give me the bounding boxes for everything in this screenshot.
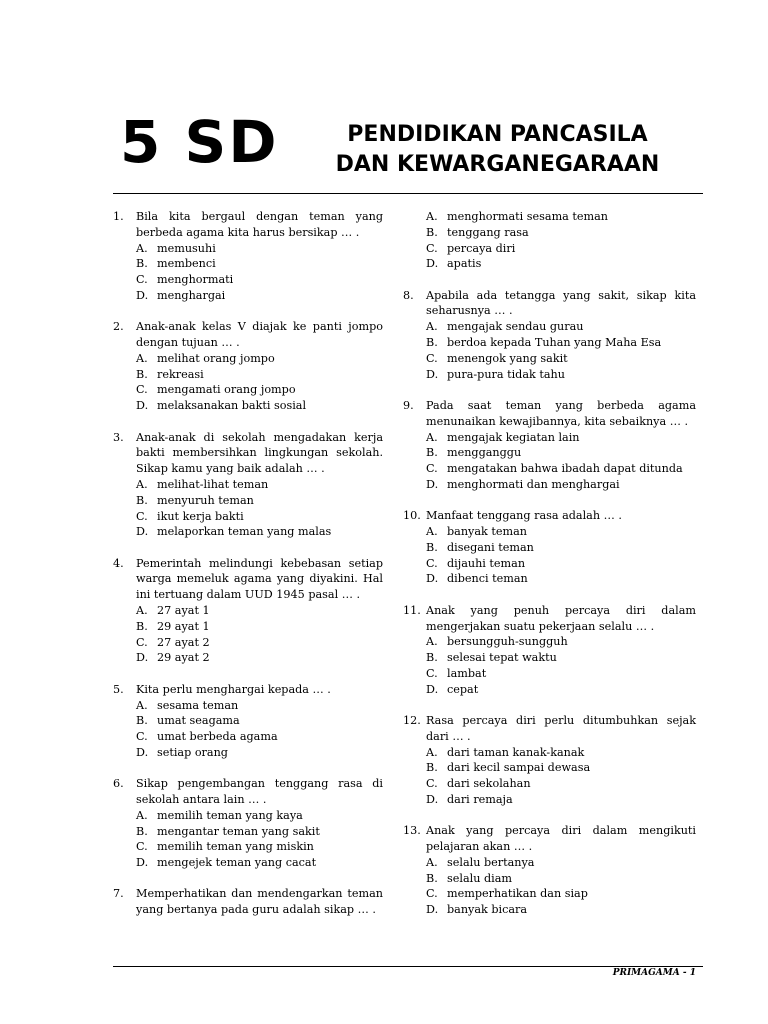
answer-option (113, 367, 383, 383)
question-number: 5. (113, 682, 124, 696)
option-text: memusuhi (157, 241, 216, 255)
option-text: ikut kerja bakti (157, 509, 244, 523)
option-text: sesama teman (157, 698, 239, 712)
question-row (113, 430, 383, 477)
question-row (403, 398, 696, 430)
question-number: 13. (403, 824, 421, 838)
question-number: 11. (403, 603, 421, 617)
answer-option (403, 902, 696, 918)
question-text: Pemerintah melindungi kebebasan setiap warga memeluk agama yang diyakini. Hal ini tertuang dalam UUD 1945 pasal … . (136, 556, 383, 602)
option-text: banyak bicara (447, 903, 528, 917)
question-item (113, 430, 383, 541)
subject-line-2: DAN KEWARGANEGARAAN (335, 152, 660, 177)
question-text: Bila kita bergaul dengan teman yang berbeda agama kita harus bersikap … . (136, 210, 383, 239)
option-text: rekreasi (157, 367, 204, 381)
option-label: B. (426, 540, 438, 554)
question-text: Rasa percaya diri perlu ditumbuhkan sejak dari … . (426, 714, 696, 743)
answer-option (113, 256, 383, 272)
option-text: selesai tepat waktu (447, 651, 557, 665)
option-label: D. (136, 399, 149, 413)
question-row (113, 776, 383, 808)
option-label: D. (136, 288, 149, 302)
question-row (113, 319, 383, 351)
answer-option (403, 760, 696, 776)
header-divider (113, 193, 703, 194)
question-text: Anak-anak kelas V diajak ke panti jompo dengan tujuan … . (136, 320, 383, 350)
option-label: C. (136, 840, 148, 854)
option-text: dari remaja (447, 793, 513, 806)
option-label: A. (136, 698, 148, 712)
answer-option (403, 241, 696, 257)
answer-option (403, 367, 696, 383)
question-number: 4. (113, 556, 124, 570)
question-item (113, 209, 383, 304)
answer-option (113, 729, 383, 745)
answer-option (113, 635, 383, 651)
answer-option (113, 839, 383, 855)
grade-title: 5 SD (120, 108, 279, 176)
option-text: umat seagama (157, 714, 240, 728)
option-label: B. (136, 367, 148, 381)
question-item (403, 823, 696, 918)
option-text: mengajak kegiatan lain (447, 430, 580, 444)
option-text: selalu diam (447, 871, 512, 885)
answer-option (403, 256, 696, 272)
option-text: memperhatikan dan siap (447, 887, 588, 901)
answer-option (113, 272, 383, 288)
option-label: A. (426, 855, 438, 869)
option-label: A. (426, 745, 438, 759)
answer-option (113, 524, 383, 540)
question-row (113, 556, 383, 603)
option-text: pura-pura tidak tahu (447, 367, 565, 381)
option-text: memilih teman yang kaya (157, 808, 303, 822)
answer-option (403, 209, 696, 225)
question-number: 9. (403, 398, 414, 412)
option-label: B. (426, 336, 438, 350)
option-label: B. (426, 761, 438, 775)
answer-option (403, 540, 696, 556)
answer-option (403, 445, 696, 461)
answer-option (113, 824, 383, 840)
answer-option (403, 855, 696, 871)
option-text: setiap orang (157, 745, 228, 759)
footer-divider (113, 966, 703, 967)
option-text: melaksanakan bakti sosial (157, 399, 307, 413)
option-label: A. (426, 525, 438, 539)
answer-option (403, 682, 696, 698)
option-label: A. (426, 635, 438, 649)
question-row (113, 682, 383, 698)
answer-option (403, 871, 696, 887)
question-text: Kita perlu menghargai kepada … . (136, 682, 331, 696)
question-item (403, 288, 696, 383)
answer-option (403, 792, 696, 808)
answer-option (403, 634, 696, 650)
answer-option (113, 650, 383, 666)
option-text: mengajak sendau gurau (447, 320, 584, 334)
answer-option (403, 745, 696, 761)
option-text: banyak teman (447, 525, 527, 539)
option-text: mengatakan bahwa ibadah dapat ditunda (447, 462, 683, 476)
question-row (113, 209, 383, 241)
answer-option (403, 666, 696, 682)
answer-option (403, 524, 696, 540)
question-number: 6. (113, 777, 124, 791)
option-label: C. (426, 351, 438, 365)
question-text: Manfaat tenggang rasa adalah … . (426, 509, 622, 523)
option-text: mengejek teman yang cacat (157, 856, 317, 870)
question-item (113, 682, 383, 761)
subject-title (300, 120, 695, 180)
question-item (403, 398, 696, 493)
question-number: 3. (113, 430, 124, 444)
option-text: apatis (447, 257, 482, 271)
question-text: Anak yang percaya diri dalam mengikuti pelajaran akan … . (426, 824, 696, 854)
option-label: A. (136, 604, 148, 618)
option-text: 29 ayat 2 (157, 651, 210, 665)
option-text: menghormati dan menghargai (447, 477, 620, 491)
option-label: D. (426, 793, 439, 806)
option-text: bersungguh-sungguh (447, 635, 568, 649)
option-label: A. (136, 351, 148, 365)
question-number: 8. (403, 288, 414, 302)
answer-option (113, 241, 383, 257)
question-number: 7. (113, 887, 124, 901)
option-text: 29 ayat 1 (157, 619, 210, 633)
option-label: C. (426, 556, 438, 570)
option-label: C. (136, 635, 148, 649)
option-label: D. (426, 367, 439, 381)
option-label: C. (426, 777, 438, 791)
option-label: C. (426, 241, 438, 255)
option-text: membenci (157, 257, 216, 271)
option-label: D. (426, 682, 439, 696)
option-label: A. (136, 808, 148, 822)
question-number: 2. (113, 320, 124, 334)
question-item (113, 886, 383, 918)
option-text: selalu bertanya (447, 855, 535, 869)
question-item (113, 556, 383, 667)
option-label: A. (136, 477, 148, 491)
option-text: mengantar teman yang sakit (157, 824, 320, 838)
option-label: A. (426, 320, 438, 334)
question-item (403, 603, 696, 698)
option-text: 27 ayat 1 (157, 604, 210, 618)
question-text: Anak-anak di sekolah mengadakan kerja bakti membersihkan lingkungan sekolah. Sikap kamu yang baik adalah … . (136, 430, 383, 476)
answer-option (113, 398, 383, 414)
option-label: D. (136, 525, 149, 539)
option-label: A. (426, 430, 438, 444)
answer-option (113, 713, 383, 729)
question-row (403, 288, 696, 320)
option-label: B. (136, 714, 148, 728)
answer-option (113, 698, 383, 714)
option-label: D. (136, 856, 149, 870)
option-text: cepat (447, 682, 479, 696)
option-label: B. (426, 446, 438, 460)
option-label: D. (426, 572, 439, 586)
question-row (403, 508, 696, 524)
option-label: B. (136, 619, 148, 633)
option-text: melihat orang jompo (157, 351, 275, 365)
option-label: B. (136, 493, 148, 507)
answer-option (113, 477, 383, 493)
option-text: menghargai (157, 288, 226, 302)
question-text: Memperhatikan dan mendengarkan teman yang bertanya pada guru adalah sikap … . (136, 887, 383, 917)
option-text: memilih teman yang miskin (157, 840, 314, 854)
option-text: menghormati sesama teman (447, 210, 609, 223)
option-label: C. (136, 509, 148, 523)
option-label: C. (136, 383, 148, 397)
answer-option (113, 351, 383, 367)
question-text: Pada saat teman yang berbeda agama menunaikan kewajibannya, kita sebaiknya … . (426, 398, 696, 428)
option-label: C. (426, 666, 438, 680)
option-label: D. (136, 651, 149, 665)
option-text: dijauhi teman (447, 556, 526, 570)
answer-option (403, 650, 696, 666)
answer-option (403, 556, 696, 572)
option-label: B. (136, 824, 148, 838)
option-text: dibenci teman (447, 572, 528, 586)
option-label: B. (136, 257, 148, 271)
option-text: dari sekolahan (447, 777, 531, 791)
question-number: 10. (403, 509, 421, 523)
subject-line-1: PENDIDIKAN PANCASILA (347, 122, 648, 147)
answer-option (113, 808, 383, 824)
option-text: mengganggu (447, 446, 522, 460)
question-text: Apabila ada tetangga yang sakit, sikap kita seharusnya … . (426, 288, 696, 318)
option-text: menyuruh teman (157, 493, 254, 507)
question-item (113, 776, 383, 871)
option-text: mengamati orang jompo (157, 383, 296, 397)
option-label: D. (426, 257, 439, 271)
answer-option (403, 319, 696, 335)
option-text: umat berbeda agama (157, 730, 278, 744)
answer-option (113, 603, 383, 619)
footer-label: PRIMAGAMA - 1 (612, 968, 696, 978)
option-text: 27 ayat 2 (157, 635, 210, 649)
option-text: lambat (447, 666, 487, 680)
answer-option (113, 745, 383, 761)
answer-option (403, 351, 696, 367)
question-item (403, 508, 696, 587)
option-text: melaporkan teman yang malas (157, 525, 332, 539)
answer-option (403, 571, 696, 587)
answer-option (403, 430, 696, 446)
question-item (403, 713, 696, 808)
option-label: A. (426, 210, 438, 223)
answer-option (113, 619, 383, 635)
question-item (113, 319, 383, 414)
question-text: Sikap pengembangan tenggang rasa di sekolah antara lain … . (136, 777, 383, 806)
option-label: D. (136, 745, 149, 759)
question-number: 12. (403, 714, 421, 728)
option-label: B. (426, 225, 438, 239)
answer-option (403, 225, 696, 241)
option-text: dari taman kanak-kanak (447, 745, 585, 759)
option-label: C. (136, 730, 148, 744)
option-label: A. (136, 241, 148, 255)
option-text: berdoa kepada Tuhan yang Maha Esa (447, 336, 662, 350)
question-row (403, 713, 696, 745)
answer-option (113, 288, 383, 304)
option-text: menghormati (157, 273, 234, 287)
answer-option (113, 382, 383, 398)
option-label: D. (426, 903, 439, 917)
option-label: C. (426, 887, 438, 901)
answer-option (403, 886, 696, 902)
question-number: 1. (113, 210, 124, 223)
option-label: B. (426, 871, 438, 885)
option-text: percaya diri (447, 241, 516, 255)
answer-option (113, 509, 383, 525)
question-row (113, 886, 383, 918)
questions-right-column (403, 209, 696, 934)
answer-option (403, 335, 696, 351)
question-row (403, 823, 696, 855)
answer-option (113, 493, 383, 509)
option-text: menengok yang sakit (447, 351, 568, 365)
option-label: C. (136, 273, 148, 287)
option-label: B. (426, 651, 438, 665)
answer-option (403, 477, 696, 493)
question-item (403, 209, 696, 272)
question-row (403, 603, 696, 635)
answer-option (403, 776, 696, 792)
answer-option (403, 461, 696, 477)
option-label: D. (426, 477, 439, 491)
option-text: tenggang rasa (447, 225, 529, 239)
question-text: Anak yang penuh percaya diri dalam mengerjakan suatu pekerjaan selalu … . (426, 603, 696, 633)
questions-left-column (113, 209, 383, 934)
answer-option (113, 855, 383, 871)
option-text: melihat-lihat teman (157, 477, 269, 491)
option-text: disegani teman (447, 540, 534, 554)
option-label: C. (426, 462, 438, 476)
option-text: dari kecil sampai dewasa (447, 761, 591, 775)
